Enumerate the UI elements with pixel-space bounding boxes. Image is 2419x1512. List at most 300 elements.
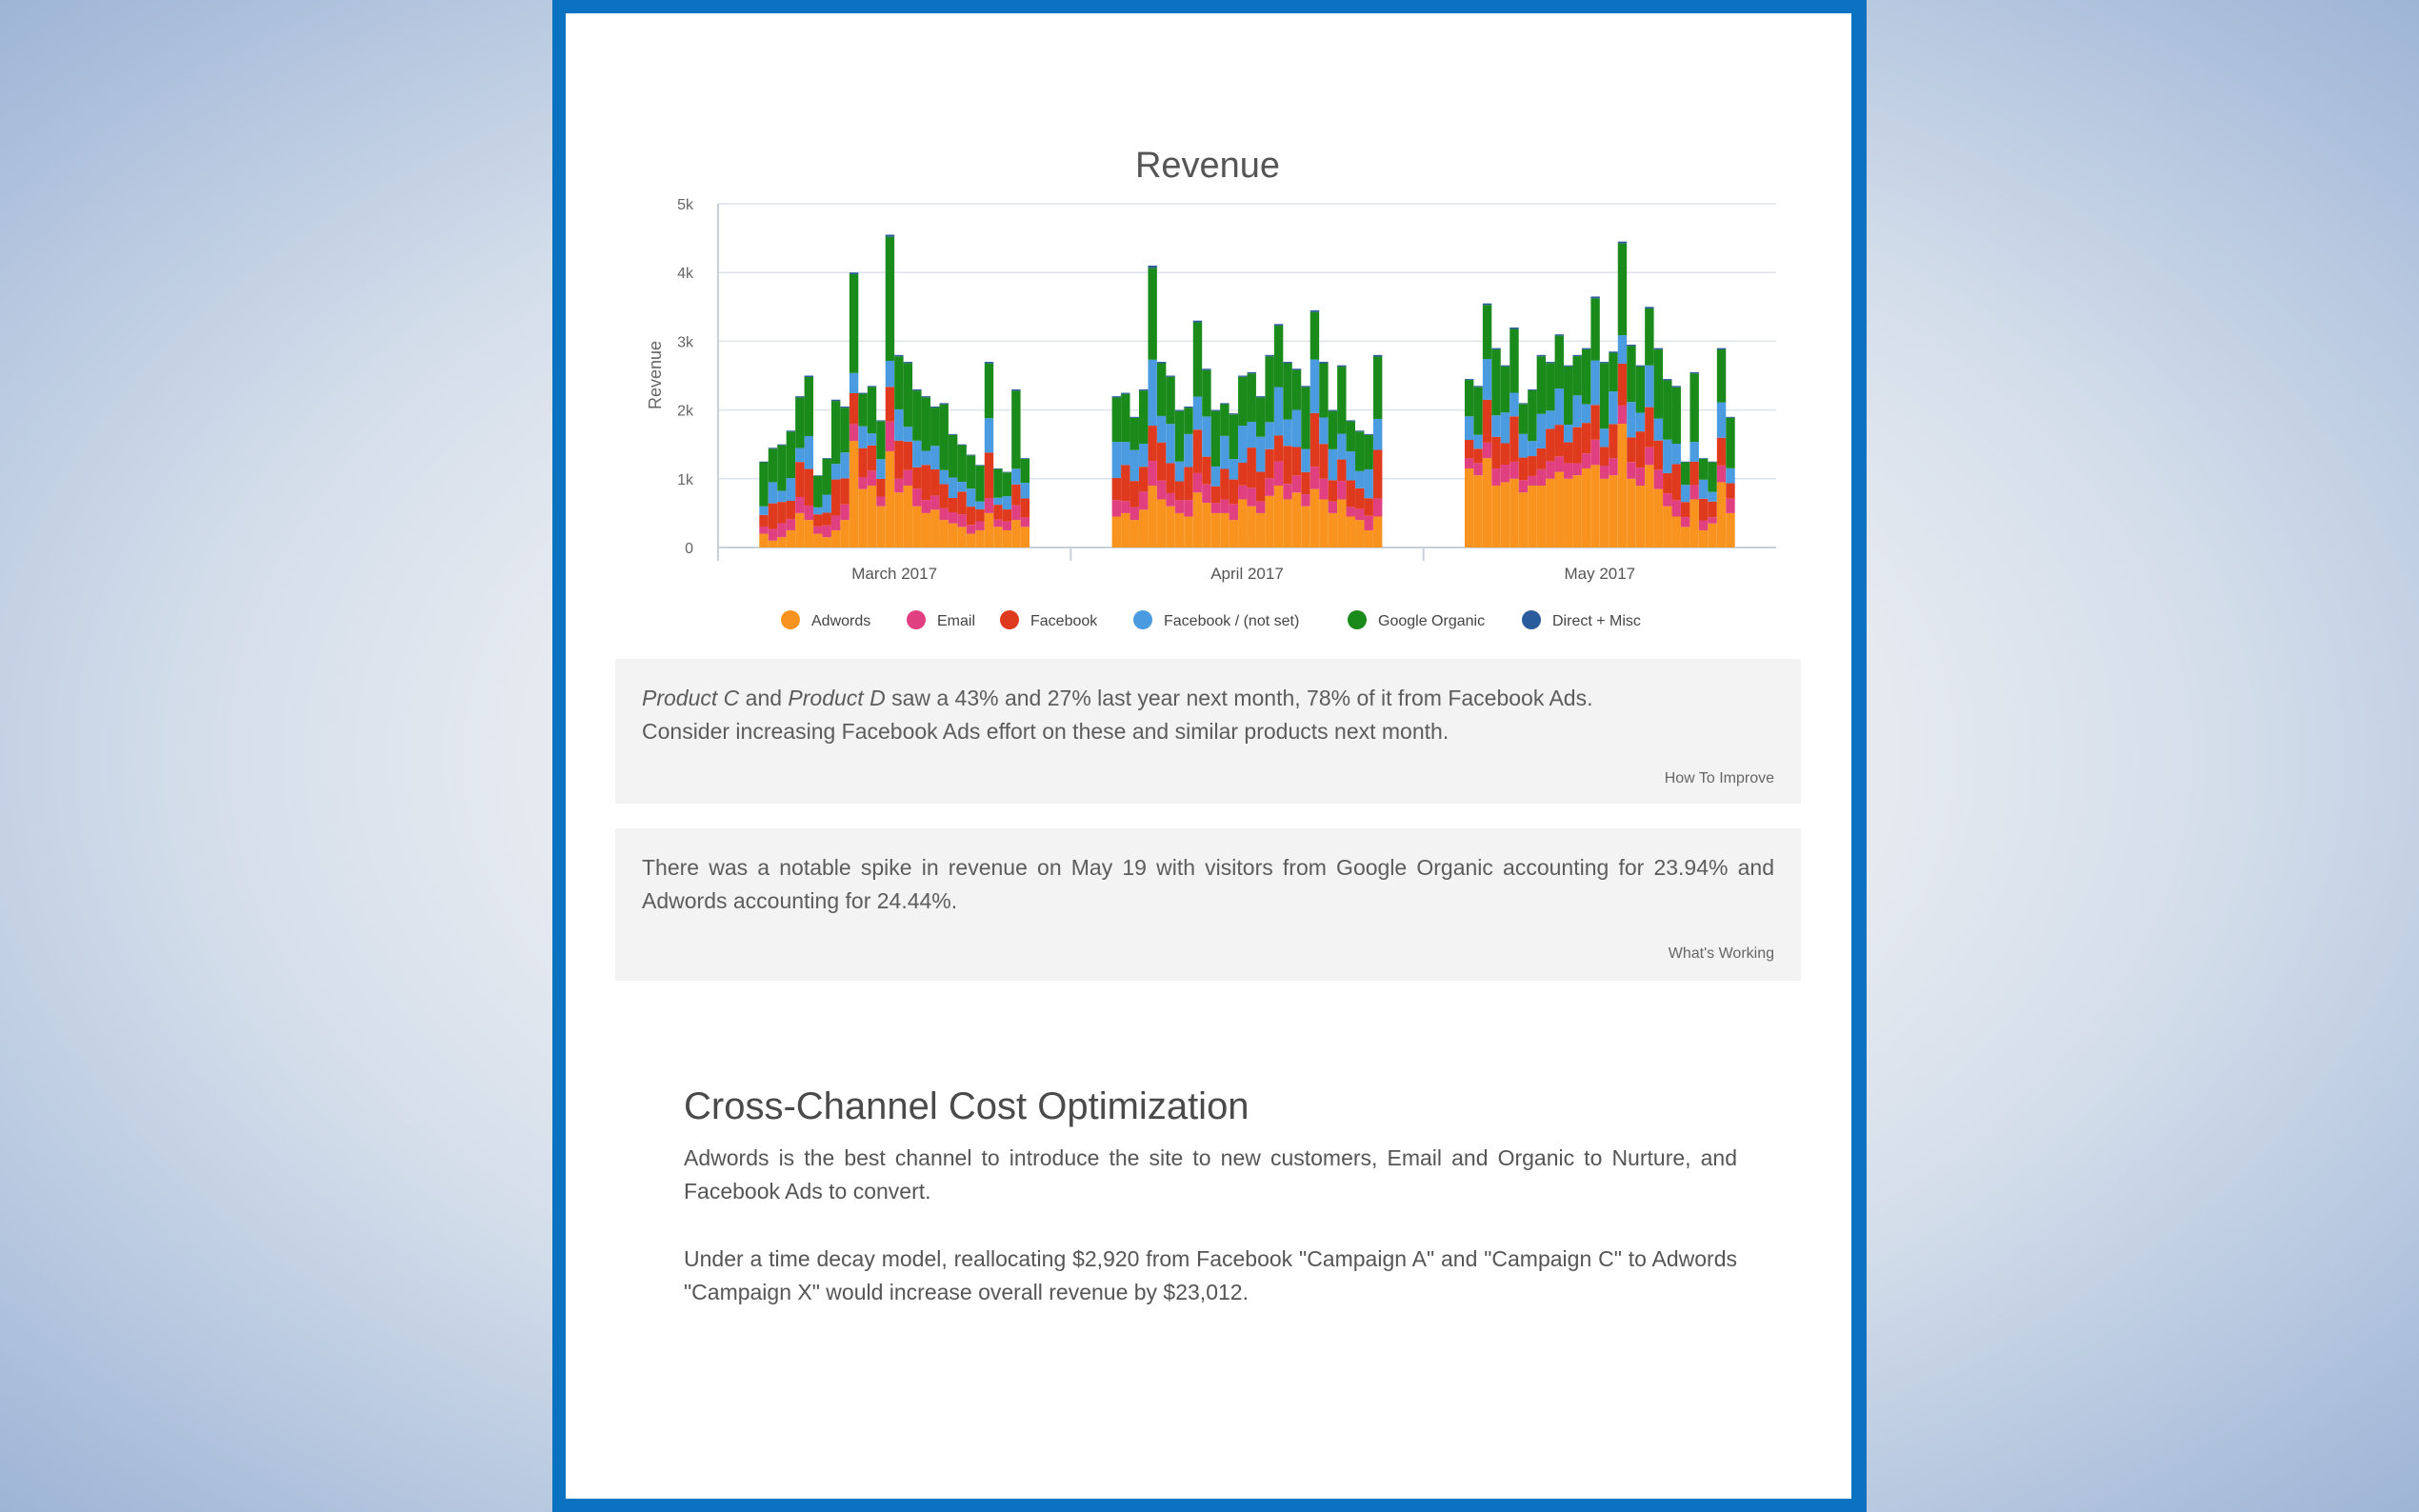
bar-segment [1202,368,1210,369]
bar-segment [769,448,777,482]
bar-segment [1301,494,1309,507]
x-tick-label: March 2017 [851,565,938,583]
bar-segment [868,486,876,547]
bar-segment [1011,389,1020,390]
bar-segment [1202,457,1210,485]
bar-segment [967,455,975,488]
bar-segment [1112,500,1121,516]
bar-segment [1636,431,1645,468]
bar-segment [1726,513,1734,547]
bar-segment [1003,496,1011,509]
bar-segment [1256,396,1265,397]
bar-segment [912,488,921,506]
bar-segment [1582,349,1590,405]
bar-segment [823,537,831,547]
bar-segment [1003,530,1011,547]
bar-segment [1572,475,1581,547]
bar-segment [1582,453,1590,468]
bar-segment [1483,305,1491,359]
bar-segment [1708,524,1716,547]
bar-segment [1355,520,1364,547]
bar-segment [922,451,930,466]
bar-segment [1148,461,1156,486]
bar-segment [993,527,1002,547]
bar-segment [1483,400,1491,443]
bar-segment [886,387,894,421]
bar-segment [1501,465,1509,482]
bar-segment [1636,486,1645,547]
bar-segment [1229,414,1238,459]
bar-segment [1248,507,1256,547]
bar-segment [1689,372,1698,373]
bar-segment [1148,360,1156,426]
bar-segment [1121,513,1130,547]
bar-segment [1365,469,1373,498]
legend-marker [781,610,800,629]
bar-segment [1011,390,1020,468]
x-tick-label: May 2017 [1564,565,1636,583]
bar-segment [813,534,822,547]
bar-segment [1564,479,1572,547]
bar-segment [904,442,912,470]
bar-segment [1112,442,1121,478]
bar-segment [975,466,984,502]
bar-segment [1537,448,1546,469]
bar-segment [1130,450,1139,481]
bar-segment [1166,463,1174,493]
bar-segment [1654,419,1663,441]
bar-segment [1202,416,1210,456]
bar-segment [1519,480,1528,492]
bar-segment [1121,393,1130,394]
bar-segment [1003,509,1011,522]
bar-segment [1193,321,1202,323]
bar-segment [1319,362,1328,363]
bar-segment [831,464,840,479]
bar-segment [1184,434,1192,468]
insight-how-to-improve [615,659,1801,804]
bar-segment [1248,422,1256,448]
report-page [566,13,1851,1499]
bar-segment [823,459,831,495]
bar-segment [1501,366,1509,367]
bar-segment [1347,480,1355,507]
y-tick-label: 0 [685,541,693,557]
bar-segment [922,465,930,500]
bar-segment [1699,480,1708,499]
whats-working-tag: What's Working [1668,945,1774,962]
bar-segment [1627,462,1635,479]
legend-marker [1133,610,1152,629]
bar-segment [831,480,840,516]
bar-segment [1193,323,1202,397]
bar-segment [1310,489,1319,547]
bar-segment [868,386,876,387]
bar-segment [1590,361,1599,406]
bar-segment [1011,468,1020,484]
bar-segment [1699,499,1708,521]
bar-segment [1184,500,1192,516]
bar-segment [1572,355,1581,356]
bar-segment [1021,498,1030,517]
bar-segment [850,274,858,373]
bar-segment [777,524,786,538]
bar-segment [957,491,966,514]
bar-segment [1465,440,1473,458]
bar-segment [993,520,1002,527]
bar-segment [985,364,993,419]
bar-segment [1148,268,1156,359]
bar-segment [894,355,903,356]
bar-segment [1274,486,1283,547]
bar-segment [1555,334,1564,335]
bar-segment [1699,458,1708,459]
bar-segment [1483,359,1491,400]
bar-segment [1256,437,1265,472]
bar-segment [795,397,804,448]
bar-segment [876,497,885,507]
y-tick-label: 3k [677,334,693,351]
bar-segment [1121,465,1130,501]
bar-segment [1238,486,1247,500]
bar-segment [993,469,1002,498]
bar-segment [1310,467,1319,488]
bar-segment [1654,489,1663,547]
bar-segment [1473,386,1482,387]
bar-segment [1148,426,1156,461]
bar-segment [1509,479,1518,547]
bar-segment [1211,467,1220,487]
bar-segment [1220,513,1229,547]
bar-segment [1166,376,1174,377]
bar-segment [850,272,858,274]
bar-segment [993,498,1002,505]
bar-segment [777,502,786,523]
bar-segment [1708,462,1716,491]
bar-segment [1292,368,1301,369]
bar-segment [868,433,876,446]
bar-segment [1572,395,1581,427]
bar-segment [1609,353,1617,392]
bar-segment [1663,493,1671,506]
bar-segment [1546,363,1554,410]
bar-segment [1708,492,1716,502]
bar-segment [805,520,813,547]
bar-segment [1274,326,1283,387]
bar-segment [1465,380,1473,416]
bar-segment [894,356,903,409]
bar-segment [858,448,867,477]
bar-segment [1337,499,1346,547]
bar-segment [975,530,984,547]
bar-segment [1283,420,1291,447]
legend-label: Adwords [811,613,871,629]
bar-segment [1139,444,1148,467]
bar-segment [930,446,939,469]
bar-segment [1175,513,1184,547]
bar-segment [1699,530,1708,547]
bar-segment [1726,484,1734,499]
bar-segment [1355,471,1364,488]
insight-1-and: and [745,686,783,710]
bar-segment [1365,435,1373,469]
bar-segment [1274,462,1283,486]
bar-segment [1590,405,1599,440]
bar-segment [1717,466,1726,483]
bar-segment [813,475,822,476]
bar-segment [985,498,993,513]
bar-segment [868,446,876,471]
bar-segment [949,435,957,478]
bar-segment [1609,475,1617,547]
bar-segment [939,403,948,404]
bar-segment [1600,363,1609,428]
bar-segment [1483,458,1491,547]
bar-segment [1509,462,1518,479]
bar-segment [1636,366,1645,367]
bar-segment [1373,357,1382,419]
bar-segment [769,541,777,547]
bar-segment [1274,388,1283,436]
bar-segment [1292,409,1301,447]
bar-segment [1600,428,1609,447]
bar-segment [1139,491,1148,509]
bar-segment [759,463,768,507]
bar-segment [1329,480,1337,501]
bar-segment [1229,504,1238,520]
bar-segment [1238,499,1247,547]
legend-marker [907,610,926,629]
bar-segment [957,446,966,482]
bar-segment [1256,472,1265,502]
bar-segment [1636,412,1645,431]
bar-segment [850,393,858,424]
bar-segment [1337,367,1346,433]
bar-segment [1681,485,1689,502]
legend-marker [1000,610,1019,629]
bar-segment [1292,447,1301,475]
bar-segment [1011,520,1020,547]
insight-whats-working [615,828,1801,981]
bar-segment [1473,475,1482,547]
bar-segment [912,507,921,547]
bar-segment [1473,463,1482,475]
bar-segment [1717,349,1726,403]
bar-segment [1373,498,1382,516]
bar-segment [1519,434,1528,458]
bar-segment [831,530,840,547]
bar-segment [1519,458,1528,481]
bar-segment [1157,481,1166,500]
bar-segment [1193,473,1202,492]
bar-segment [1301,386,1309,387]
bar-segment [1283,364,1291,420]
bar-segment [1582,468,1590,547]
bar-segment [1365,516,1373,530]
bar-segment [957,514,966,527]
bar-segment [1645,308,1653,366]
bar-segment [1546,362,1554,363]
section-paragraph-2: Under a time decay model, reallocating $2,920 from Facebook "Campaign A" and "Campaign C" to Adwords "Campaign X" would increase overall revenue by $23,012. [684,1246,1737,1304]
bar-segment [1337,481,1346,499]
legend-marker [1348,610,1367,629]
bar-segment [904,427,912,442]
bar-segment [1229,520,1238,547]
bar-segment [840,505,849,520]
bar-segment [1509,416,1518,462]
bar-segment [1373,355,1382,357]
bar-segment [1465,468,1473,547]
legend-label: Google Organic [1378,613,1486,629]
bar-segment [795,497,804,513]
bar-segment [1663,380,1671,439]
bar-segment [904,486,912,547]
bar-segment [1600,466,1609,479]
bar-segment [840,407,849,408]
bar-segment [1672,517,1681,547]
bar-segment [1519,404,1528,433]
bar-segment [1609,424,1617,458]
bar-segment [1627,402,1635,437]
bar-segment [930,407,939,408]
bar-segment [1627,345,1635,346]
bar-segment [813,527,822,534]
bar-segment [1292,370,1301,410]
bar-segment [1564,443,1572,464]
bar-segment [1726,468,1734,484]
bar-segment [1491,486,1500,547]
bar-segment [1130,507,1139,521]
bar-segment [886,361,894,387]
bar-segment [1121,442,1130,465]
bar-segment [1112,517,1121,547]
bar-segment [1689,373,1698,442]
bar-segment [1699,459,1708,480]
bar-segment [1373,419,1382,450]
bar-segment [975,509,984,522]
legend-label: Facebook / (not set) [1164,613,1300,629]
bar-segment [1130,520,1139,547]
bar-segment [993,505,1002,520]
bar-segment [1564,425,1572,443]
bar-segment [1310,413,1319,467]
bar-segment [949,434,957,435]
y-tick-label: 5k [677,197,693,213]
cost-optimization-section [684,1085,1737,1343]
bar-segment [1157,416,1166,443]
bar-segment [1347,420,1355,421]
bar-segment [1184,407,1192,408]
bar-segment [957,482,966,491]
bar-segment [1121,501,1130,513]
bar-segment [1509,329,1518,393]
bar-segment [1355,488,1364,509]
bar-segment [1202,503,1210,547]
bar-segment [850,373,858,393]
bar-segment [1184,517,1192,547]
bar-segment [1528,441,1536,456]
bar-segment [1546,461,1554,478]
bar-segment [1726,418,1734,468]
bar-segment [912,441,921,468]
bar-segment [1319,417,1328,444]
bar-segment [1347,517,1355,547]
bar-segment [1600,479,1609,547]
bar-segment [967,455,975,456]
bar-segment [894,441,903,479]
bar-segment [1248,373,1256,422]
bar-segment [886,422,894,451]
bar-segment [1654,469,1663,488]
bar-segment [1319,499,1328,547]
legend-label: Direct + Misc [1552,613,1641,629]
bar-segment [1265,422,1273,448]
bar-segment [912,468,921,489]
bar-segment [1618,335,1627,364]
bar-segment [1175,482,1184,501]
bar-segment [823,458,831,459]
bar-segment [1555,336,1564,388]
bar-segment [813,514,822,527]
bar-segment [831,400,840,401]
bar-segment [1708,462,1716,463]
bar-segment [1519,492,1528,547]
bar-segment [975,502,984,509]
bar-segment [1528,476,1536,486]
bar-segment [967,525,975,533]
bar-segment [858,489,867,547]
bar-segment [1319,364,1328,418]
bar-segment [1717,403,1726,438]
bar-segment [1148,266,1156,268]
bar-segment [759,515,768,527]
bar-segment [1211,503,1220,513]
bar-segment [1528,486,1536,547]
bar-segment [1193,492,1202,547]
bar-segment [1537,355,1546,356]
bar-segment [1491,437,1500,468]
bar-segment [985,362,993,364]
bar-segment [1618,364,1627,406]
bar-segment [922,396,930,397]
bar-segment [1301,388,1309,449]
bar-segment [1672,464,1681,500]
bar-segment [1627,437,1635,462]
product-c-name: Product C [642,686,740,710]
bar-segment [1555,425,1564,456]
bar-segment [1130,481,1139,507]
bar-segment [1681,527,1689,547]
bar-segment [1347,507,1355,516]
bar-segment [1148,486,1156,547]
bar-segment [1663,440,1671,473]
bar-segment [1491,348,1500,349]
bar-segment [777,445,786,446]
bar-segment [1618,242,1627,244]
bar-segment [1130,417,1139,418]
section-title: Cross-Channel Cost Optimization [684,1085,1249,1127]
bar-segment [759,534,768,547]
bar-segment [805,376,813,378]
bar-segment [1238,426,1247,463]
bar-segment [1220,468,1229,499]
bar-segment [1681,502,1689,517]
bar-segment [1528,456,1536,476]
bar-segment [1229,413,1238,414]
bar-segment [1166,493,1174,507]
bar-segment [1021,527,1030,547]
bar-segment [1590,440,1599,466]
